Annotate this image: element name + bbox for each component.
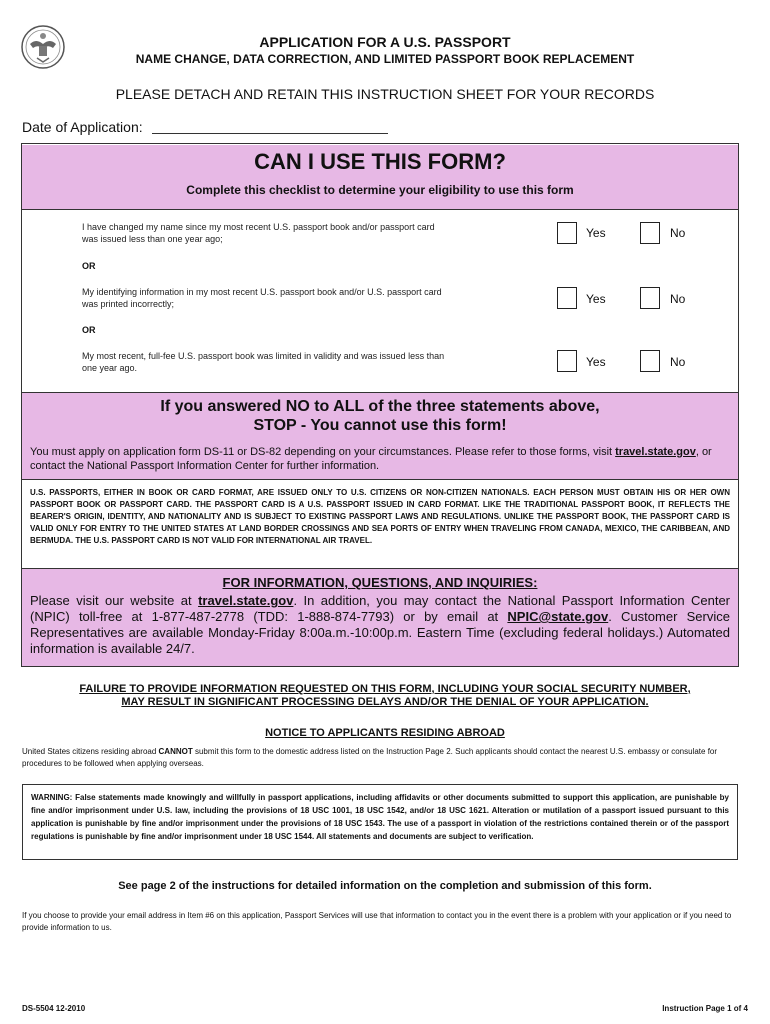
question-2-no-checkbox[interactable] bbox=[640, 287, 660, 309]
form-title: APPLICATION FOR A U.S. PASSPORT bbox=[259, 34, 511, 50]
question-2-yes-checkbox[interactable] bbox=[557, 287, 577, 309]
travel-state-gov-link[interactable]: travel.state.gov bbox=[615, 446, 696, 458]
no-label: No bbox=[670, 226, 686, 240]
info-heading: FOR INFORMATION, QUESTIONS, AND INQUIRIES: bbox=[222, 575, 538, 590]
stop-text: You must apply on application form DS-11 or DS-82 depending on your circumstances. Please refer to those forms, visit travel.state.gov, or contact the National Passport Information Center for further information. bbox=[30, 446, 712, 472]
question-1-yes-checkbox[interactable] bbox=[557, 222, 577, 244]
info-section bbox=[22, 568, 738, 666]
failure-notice-line-1: FAILURE TO PROVIDE INFORMATION REQUESTED ON THIS FORM, INCLUDING YOUR SOCIAL SECURITY NUMBER, bbox=[79, 683, 691, 695]
email-use-note: If you choose to provide your email address in Item #6 on this application, Passport Services will use that information to contact you in the event there is a problem with your application or if you need to provide information to us. bbox=[22, 911, 732, 932]
page-number: Instruction Page 1 of 4 bbox=[662, 1004, 748, 1013]
detach-instruction: PLEASE DETACH AND RETAIN THIS INSTRUCTION SHEET FOR YOUR RECORDS bbox=[115, 86, 655, 102]
form-subtitle: NAME CHANGE, DATA CORRECTION, AND LIMITED PASSPORT BOOK REPLACEMENT bbox=[135, 52, 635, 66]
yes-label: Yes bbox=[586, 292, 606, 306]
yes-label: Yes bbox=[586, 355, 606, 369]
warning-box bbox=[22, 784, 738, 860]
stop-section bbox=[22, 392, 738, 480]
see-page-2-note: See page 2 of the instructions for detailed information on the completion and submission of this form. bbox=[118, 880, 652, 892]
or-label: OR bbox=[82, 261, 96, 271]
warning-text: WARNING: False statements made knowingly and willfully in passport applications, including affidavits or other documents submitted to support this application, are punishable by fine and/or imprisonment under U.S. law, including the provisions of 18 USC 1001, 18 USC 1542, and/or 18 USC 1621. Alteration or mutilation of a passport issued pursuant to this application is punishable by fine and/or imprisonment under the provisions of 18 USC 1543. The use of a passport in violation of the restrictions contained therein or of the passport regulations is punishable by fine and/or imprisonment under 18 USC 1544. All statements and documents are subject to verification. bbox=[31, 793, 729, 841]
date-of-application-field[interactable] bbox=[152, 133, 388, 134]
stop-heading-line-1: If you answered NO to ALL of the three statements above, bbox=[160, 398, 600, 415]
notice-abroad-text: United States citizens residing abroad CANNOT submit this form to the domestic address listed on the Instruction Page 2. Such applicants should contact the nearest U.S. embassy or consulate for procedures to be followed when applying overseas. bbox=[22, 747, 718, 768]
passport-card-notice: U.S. PASSPORTS, EITHER IN BOOK OR CARD FORMAT, ARE ISSUED ONLY TO U.S. CITIZENS OR NON-CITIZEN NATIONALS. EACH PERSON MUST OBTAIN HIS OR HER OWN PASSPORT BOOK OR PASSPORT CARD. THE PASSPORT CARD IS A U.S. PASSPORT ISSUED IN CARD FORMAT. LIKE THE TRADITIONAL PASSPORT BOOK, IT REFLECTS THE BEARER'S ORIGIN, IDENTITY, AND NATIONALITY AND IS SUBJECT TO EXISTING PASSPORT LAWS AND REGULATIONS. UNLIKE THE PASSPORT BOOK, THE PASSPORT CARD IS VALID ONLY FOR ENTRY TO THE UNITED STATES AT LAND BORDER CROSSINGS AND SEA PORTS OF ENTRY WHEN TRAVELING FROM CANADA, MEXICO, THE CARIBBEAN, AND BERMUDA. THE U.S. PASSPORT CARD IS NOT VALID FOR INTERNATIONAL AIR TRAVEL. bbox=[30, 488, 730, 545]
checklist-title: CAN I USE THIS FORM? bbox=[254, 149, 506, 174]
form-id: DS-5504 12-2010 bbox=[22, 1004, 86, 1013]
npic-email-link[interactable]: NPIC@state.gov bbox=[507, 609, 609, 624]
stop-heading-line-2: STOP - You cannot use this form! bbox=[253, 417, 507, 434]
notice-abroad-heading: NOTICE TO APPLICANTS RESIDING ABROAD bbox=[265, 727, 505, 739]
checklist-subtitle: Complete this checklist to determine your eligibility to use this form bbox=[186, 183, 574, 197]
no-label: No bbox=[670, 292, 686, 306]
question-2: My identifying information in my most recent U.S. passport book and/or U.S. passport card was printed incorrectly; bbox=[82, 287, 442, 309]
question-3-no-checkbox[interactable] bbox=[640, 350, 660, 372]
failure-notice-line-2: MAY RESULT IN SIGNIFICANT PROCESSING DELAYS AND/OR THE DENIAL OF YOUR APPLICATION. bbox=[121, 696, 649, 708]
date-of-application-label: Date of Application: bbox=[22, 119, 143, 135]
no-label: No bbox=[670, 355, 686, 369]
question-1-no-checkbox[interactable] bbox=[640, 222, 660, 244]
question-3-yes-checkbox[interactable] bbox=[557, 350, 577, 372]
question-1: I have changed my name since my most recent U.S. passport book and/or passport card was issued less than one year ago; bbox=[82, 222, 435, 244]
checklist-header bbox=[22, 145, 738, 210]
website-link[interactable]: travel.state.gov bbox=[198, 593, 294, 608]
or-label: OR bbox=[82, 325, 96, 335]
yes-label: Yes bbox=[586, 226, 606, 240]
info-text: Please visit our website at travel.state.gov. In addition, you may contact the National Passport Information Center (NPIC) toll-free at 1-877-487-2778 (TDD: 1-888-874-7793) or by email at NPIC@state.gov. Customer Service Representatives are available Monday-Friday 8:00a.m.-10:00p.m. Eastern Time (excluding federal holidays.) Automated information is available 24/7. bbox=[30, 593, 731, 656]
question-3: My most recent, full-fee U.S. passport book was limited in validity and was issued less than one year ago. bbox=[82, 351, 445, 373]
